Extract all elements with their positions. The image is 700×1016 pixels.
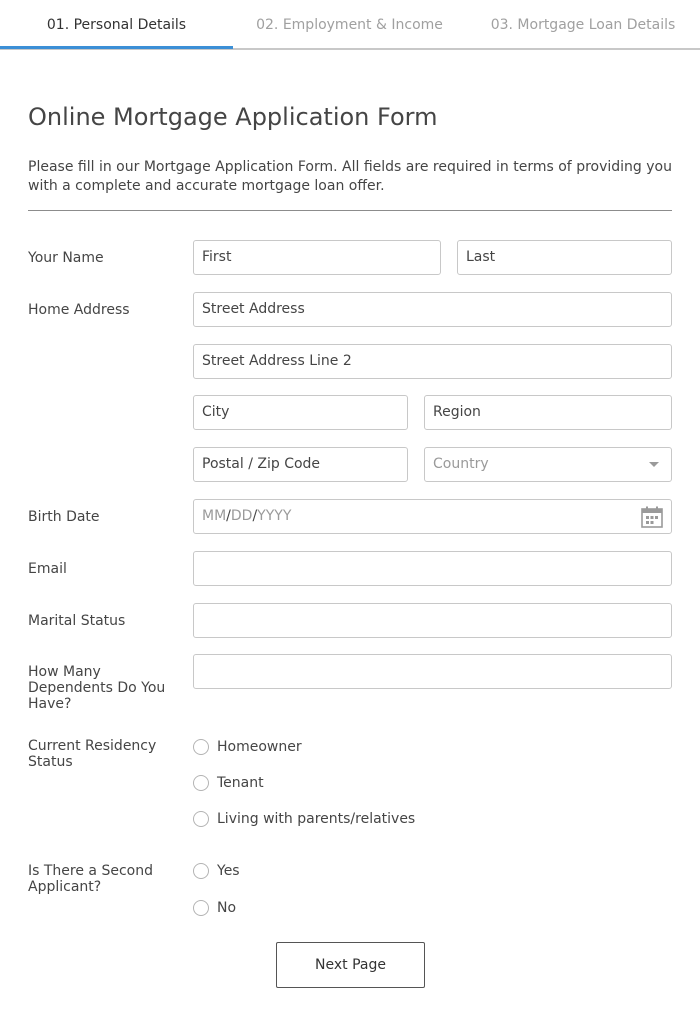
- radio-label: No: [217, 900, 237, 916]
- second-applicant-label: Is There a Second Applicant?: [28, 863, 153, 895]
- birth-month-placeholder: MM: [202, 508, 227, 524]
- dependents-label: How Many Dependents Do You Have?: [28, 664, 166, 712]
- country-select-value: Country: [433, 456, 489, 472]
- street-address-input[interactable]: Street Address: [193, 292, 672, 327]
- dependents-input[interactable]: [193, 654, 672, 689]
- home-address-label: Home Address: [28, 302, 130, 318]
- date-separator: /: [226, 508, 231, 524]
- page-title: Online Mortgage Application Form: [28, 103, 438, 131]
- radio-circle[interactable]: [193, 775, 209, 791]
- radio-second-applicant-no[interactable]: [193, 899, 236, 917]
- email-label: Email: [28, 561, 67, 577]
- active-tab-indicator: [0, 46, 233, 49]
- next-page-button[interactable]: Next Page: [276, 942, 425, 988]
- form-intro: Please fill in our Mortgage Application Form. All fields are required in terms of providing you with a complete and accurate mortgage loan offer.: [28, 159, 672, 194]
- date-separator: /: [252, 508, 258, 524]
- radio-circle[interactable]: [193, 900, 209, 916]
- step-tabs: [0, 0, 700, 50]
- radio-label: Living with parents/relatives: [217, 811, 416, 827]
- chevron-down-icon: [649, 462, 659, 467]
- birth-year-placeholder: YYYY: [257, 508, 292, 524]
- street-address-line2-input[interactable]: Street Address Line 2: [193, 344, 672, 379]
- tab-mortgage-loan-details[interactable]: 03. Mortgage Loan Details: [490, 17, 676, 33]
- radio-tenant[interactable]: [193, 774, 264, 792]
- marital-status-label: Marital Status: [28, 613, 126, 629]
- country-select[interactable]: [424, 447, 672, 482]
- radio-homeowner[interactable]: [193, 738, 302, 756]
- email-input[interactable]: [193, 551, 672, 586]
- radio-living-with-parents[interactable]: [193, 810, 415, 828]
- first-name-input[interactable]: First: [193, 240, 441, 275]
- name-label: Your Name: [28, 250, 104, 266]
- region-input[interactable]: Region: [424, 395, 672, 430]
- birth-date-input[interactable]: [193, 499, 672, 534]
- postal-code-input[interactable]: Postal / Zip Code: [193, 447, 408, 482]
- city-input[interactable]: City: [193, 395, 408, 430]
- radio-circle[interactable]: [193, 811, 209, 827]
- radio-label: Tenant: [217, 775, 264, 791]
- divider: [28, 210, 672, 211]
- tab-employment-income[interactable]: 02. Employment & Income: [256, 17, 443, 33]
- birth-date-label: Birth Date: [28, 509, 100, 525]
- last-name-input[interactable]: Last: [457, 240, 672, 275]
- radio-circle[interactable]: [193, 739, 209, 755]
- calendar-icon[interactable]: [641, 506, 663, 528]
- marital-status-input[interactable]: [193, 603, 672, 638]
- radio-second-applicant-yes[interactable]: [193, 862, 240, 880]
- residency-status-label: Current Residency Status: [28, 738, 157, 770]
- radio-label: Homeowner: [217, 739, 302, 755]
- radio-label: Yes: [217, 863, 240, 879]
- tab-personal-details[interactable]: 01. Personal Details: [46, 17, 187, 33]
- birth-day-placeholder: DD: [230, 508, 253, 524]
- radio-circle[interactable]: [193, 863, 209, 879]
